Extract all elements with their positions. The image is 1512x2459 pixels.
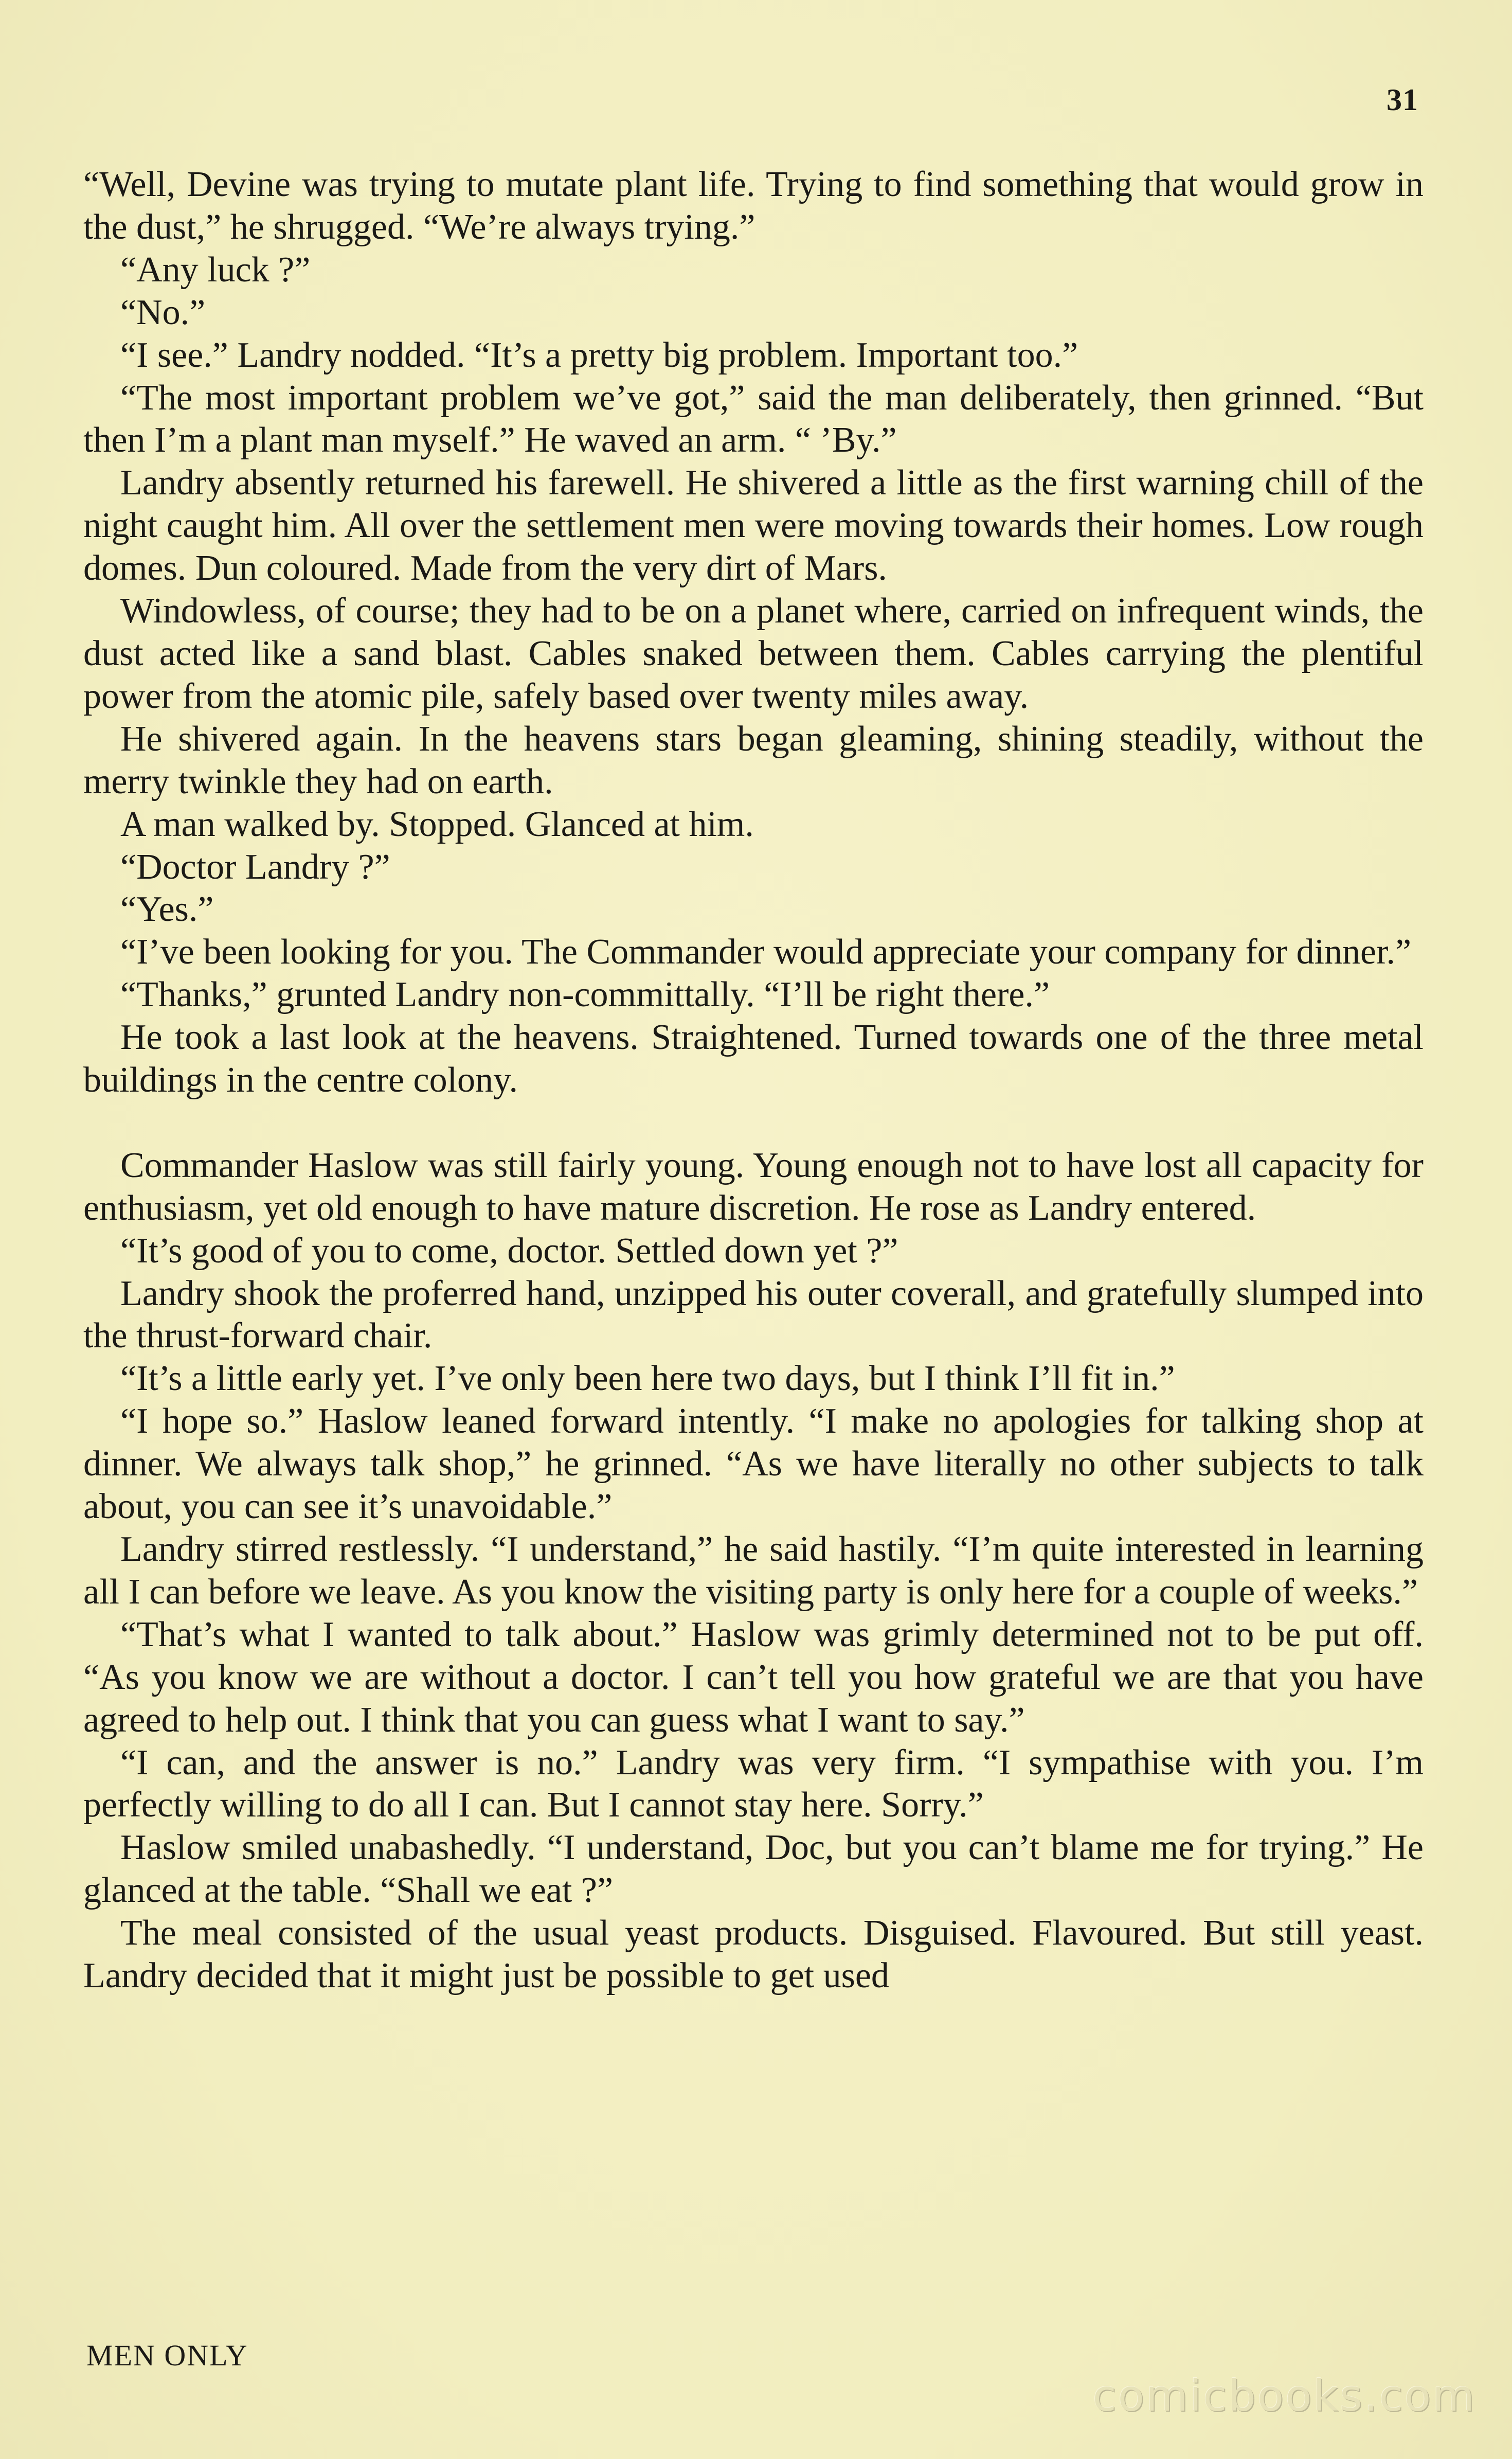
paragraph: He shivered again. In the heavens stars began gleaming, shining steadily, without the merry twinkle they had on earth.	[83, 719, 1424, 801]
paragraph: “No.”	[120, 292, 206, 332]
paragraph: “Any luck ?”	[120, 250, 311, 290]
paragraph: “I see.” Landry nodded. “It’s a pretty big problem. Important too.”	[120, 335, 1078, 375]
paragraph: “I can, and the answer is no.” Landry was very firm. “I sympathise with you. I’m perfectly willing to do all I can. But I cannot stay here. Sorry.”	[83, 1742, 1424, 1825]
paragraph: The meal consisted of the usual yeast products. Disguised. Flavoured. But still yeast. Landry decided that it might just be possible to get used	[83, 1913, 1424, 1996]
paragraph: “That’s what I wanted to talk about.” Haslow was grimly determined not to be put off. “As you know we are without a doctor. I can’t tell you how grateful we are that you have agreed to help out. I think that you can guess what I want to say.”	[83, 1614, 1424, 1740]
paragraph: Haslow smiled unabashedly. “I understand, Doc, but you can’t blame me for trying.” He glanced at the table. “Shall we eat ?”	[83, 1828, 1424, 1911]
paragraph: Landry stirred restlessly. “I understand,” he said hastily. “I’m quite interested in learning all I can before we leave. As you know the visiting party is only here for a couple of weeks.”	[83, 1529, 1424, 1612]
page-number: 31	[1387, 83, 1418, 117]
paragraph: “It’s a little early yet. I’ve only been here two days, but I think I’ll fit in.”	[120, 1359, 1175, 1399]
paragraph: Landry shook the proferred hand, unzipped his outer coverall, and gratefully slumped into the thrust-forward chair.	[83, 1273, 1424, 1356]
paragraph: Commander Haslow was still fairly young. Young enough not to have lost all capacity for enthusiasm, yet old enough to have mature discretion. He rose as Landry entered.	[83, 1145, 1424, 1228]
story-text	[83, 164, 1424, 1998]
section-break	[83, 1102, 1424, 1145]
paragraph: He took a last look at the heavens. Straightened. Turned towards one of the three metal buildings in the centre colony.	[83, 1018, 1424, 1100]
paragraph: Windowless, of course; they had to be on a planet where, carried on infrequent winds, the dust acted like a sand blast. Cables snaked between them. Cables carrying the plentiful power from the atomic pile, safely based over twenty miles away.	[83, 591, 1424, 716]
magazine-footer: MEN ONLY	[86, 2339, 248, 2372]
paragraph: “I hope so.” Haslow leaned forward intently. “I make no apologies for talking shop at dinner. We always talk shop,” he grinned. “As we have literally no other subjects to talk about, you can see it’s unavoidable.”	[83, 1401, 1424, 1527]
paragraph: “I’ve been looking for you. The Commander would appreciate your company for dinner.”	[120, 932, 1412, 972]
paragraph: “Well, Devine was trying to mutate plant life. Trying to find something that would grow in the dust,” he shrugged. “We’re always trying.”	[83, 165, 1424, 247]
paragraph: “Thanks,” grunted Landry non-committally. “I’ll be right there.”	[120, 975, 1050, 1015]
paragraph: A man walked by. Stopped. Glanced at him.	[120, 804, 754, 844]
site-watermark: comicbooks.com	[1092, 2371, 1476, 2421]
paragraph: “Yes.”	[120, 889, 214, 930]
paragraph: “It’s good of you to come, doctor. Settled down yet ?”	[120, 1231, 898, 1271]
paragraph: “Doctor Landry ?”	[120, 847, 390, 887]
paragraph: Landry absently returned his farewell. He shivered a little as the first warning chill of the night caught him. All over the settlement men were moving towards their homes. Low rough domes. Dun coloured. Made from the very dirt of Mars.	[83, 463, 1424, 589]
paragraph: “The most important problem we’ve got,” said the man deliberately, then grinned. “But then I’m a plant man myself.” He waved an arm. “ ’By.”	[83, 378, 1424, 460]
